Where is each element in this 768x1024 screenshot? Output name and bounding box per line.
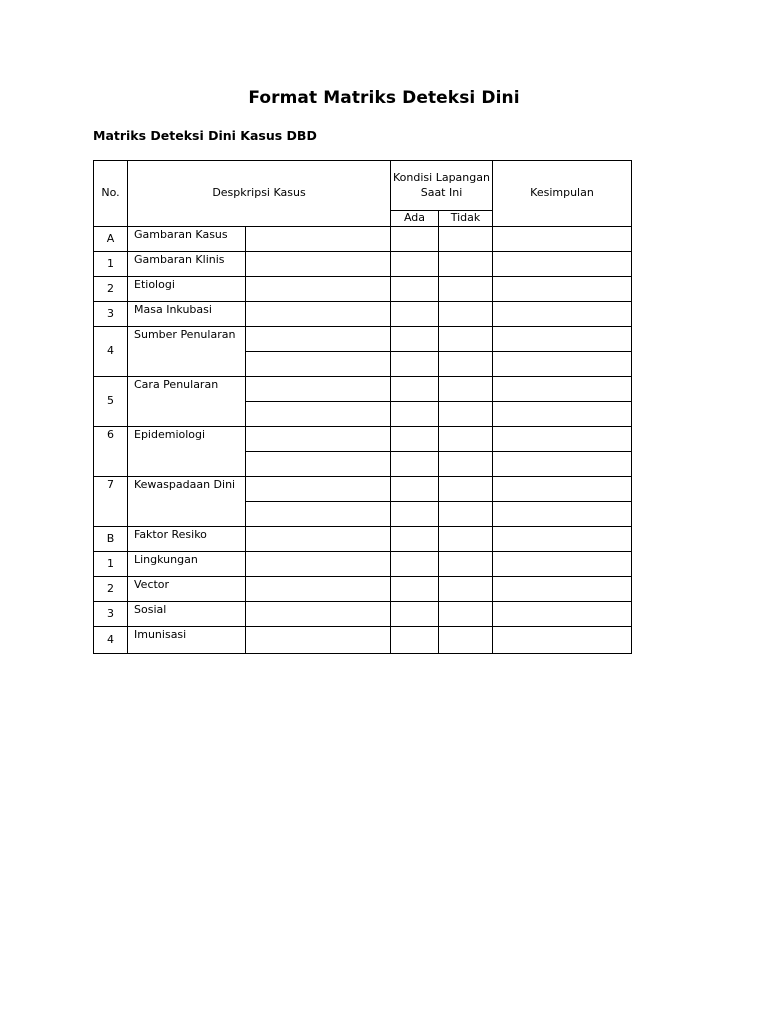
detail-cell[interactable] xyxy=(246,352,391,377)
ada-cell[interactable] xyxy=(391,627,439,654)
ada-cell[interactable] xyxy=(391,352,439,377)
detail-cell[interactable] xyxy=(246,427,391,452)
kesimpulan-cell[interactable] xyxy=(493,327,632,352)
tidak-cell[interactable] xyxy=(439,452,493,477)
page-title: Format Matriks Deteksi Dini xyxy=(248,88,520,108)
detail-cell[interactable] xyxy=(246,627,391,654)
row-label: Gambaran Klinis xyxy=(128,252,246,277)
tidak-cell[interactable] xyxy=(439,527,493,552)
kesimpulan-cell[interactable] xyxy=(493,552,632,577)
detail-cell[interactable] xyxy=(246,252,391,277)
detail-cell[interactable] xyxy=(246,402,391,427)
kesimpulan-cell[interactable] xyxy=(493,277,632,302)
ada-cell[interactable] xyxy=(391,327,439,352)
row-label: Sosial xyxy=(128,602,246,627)
row-number: A xyxy=(94,227,128,252)
row-label: Faktor Resiko xyxy=(128,527,246,552)
header-deskripsi-kasus: Despkripsi Kasus xyxy=(128,161,391,227)
kesimpulan-cell[interactable] xyxy=(493,252,632,277)
kesimpulan-cell[interactable] xyxy=(493,377,632,402)
header-tidak: Tidak xyxy=(439,211,493,227)
row-label: Lingkungan xyxy=(128,552,246,577)
ada-cell[interactable] xyxy=(391,577,439,602)
row-number: 6 xyxy=(94,427,128,477)
tidak-cell[interactable] xyxy=(439,252,493,277)
kesimpulan-cell[interactable] xyxy=(493,302,632,327)
kesimpulan-cell[interactable] xyxy=(493,477,632,502)
ada-cell[interactable] xyxy=(391,302,439,327)
detection-matrix-table xyxy=(93,160,632,654)
detail-cell[interactable] xyxy=(246,327,391,352)
ada-cell[interactable] xyxy=(391,552,439,577)
ada-cell[interactable] xyxy=(391,452,439,477)
kesimpulan-cell[interactable] xyxy=(493,227,632,252)
table-row xyxy=(94,252,632,277)
table-row xyxy=(94,602,632,627)
header-ada: Ada xyxy=(391,211,439,227)
ada-cell[interactable] xyxy=(391,252,439,277)
header-no: No. xyxy=(94,161,128,227)
ada-cell[interactable] xyxy=(391,377,439,402)
ada-cell[interactable] xyxy=(391,277,439,302)
row-number: 1 xyxy=(94,552,128,577)
ada-cell[interactable] xyxy=(391,427,439,452)
ada-cell[interactable] xyxy=(391,602,439,627)
kesimpulan-cell[interactable] xyxy=(493,577,632,602)
tidak-cell[interactable] xyxy=(439,327,493,352)
row-label: Epidemiologi xyxy=(128,427,246,477)
row-label: Sumber Penularan xyxy=(128,327,246,377)
detail-cell[interactable] xyxy=(246,277,391,302)
ada-cell[interactable] xyxy=(391,527,439,552)
row-number: 3 xyxy=(94,302,128,327)
tidak-cell[interactable] xyxy=(439,627,493,654)
row-number: 4 xyxy=(94,327,128,377)
detail-cell[interactable] xyxy=(246,377,391,402)
table-row xyxy=(94,577,632,602)
row-number: 7 xyxy=(94,477,128,527)
row-label: Etiologi xyxy=(128,277,246,302)
table-row xyxy=(94,377,632,402)
detail-cell[interactable] xyxy=(246,302,391,327)
table-row xyxy=(94,627,632,654)
row-number: 3 xyxy=(94,602,128,627)
tidak-cell[interactable] xyxy=(439,602,493,627)
tidak-cell[interactable] xyxy=(439,502,493,527)
tidak-cell[interactable] xyxy=(439,477,493,502)
row-number: 2 xyxy=(94,277,128,302)
table-row xyxy=(94,552,632,577)
kesimpulan-cell[interactable] xyxy=(493,527,632,552)
table-row xyxy=(94,527,632,552)
table-row xyxy=(94,227,632,252)
kesimpulan-cell[interactable] xyxy=(493,602,632,627)
tidak-cell[interactable] xyxy=(439,552,493,577)
row-number: 1 xyxy=(94,252,128,277)
table-row xyxy=(94,302,632,327)
tidak-cell[interactable] xyxy=(439,277,493,302)
detail-cell[interactable] xyxy=(246,527,391,552)
table-subtitle: Matriks Deteksi Dini Kasus DBD xyxy=(93,128,317,143)
detail-cell[interactable] xyxy=(246,477,391,502)
detail-cell[interactable] xyxy=(246,602,391,627)
kesimpulan-cell[interactable] xyxy=(493,502,632,527)
kesimpulan-cell[interactable] xyxy=(493,427,632,452)
tidak-cell[interactable] xyxy=(439,302,493,327)
kesimpulan-cell[interactable] xyxy=(493,352,632,377)
row-label: Vector xyxy=(128,577,246,602)
kesimpulan-cell[interactable] xyxy=(493,627,632,654)
tidak-cell[interactable] xyxy=(439,352,493,377)
ada-cell[interactable] xyxy=(391,502,439,527)
header-kondisi-lapangan: Kondisi Lapangan Saat Ini xyxy=(391,161,493,211)
row-number: B xyxy=(94,527,128,552)
ada-cell[interactable] xyxy=(391,402,439,427)
row-number: 2 xyxy=(94,577,128,602)
table-row xyxy=(94,427,632,452)
detail-cell[interactable] xyxy=(246,452,391,477)
tidak-cell[interactable] xyxy=(439,227,493,252)
ada-cell[interactable] xyxy=(391,227,439,252)
detail-cell[interactable] xyxy=(246,227,391,252)
table-row xyxy=(94,477,632,502)
ada-cell[interactable] xyxy=(391,477,439,502)
table-row xyxy=(94,327,632,352)
row-label: Imunisasi xyxy=(128,627,246,654)
row-label: Kewaspadaan Dini xyxy=(128,477,246,527)
header-kesimpulan: Kesimpulan xyxy=(493,161,632,227)
row-number: 4 xyxy=(94,627,128,654)
tidak-cell[interactable] xyxy=(439,402,493,427)
tidak-cell[interactable] xyxy=(439,427,493,452)
row-label: Gambaran Kasus xyxy=(128,227,246,252)
row-number: 5 xyxy=(94,377,128,427)
row-label: Cara Penularan xyxy=(128,377,246,427)
tidak-cell[interactable] xyxy=(439,577,493,602)
detail-cell[interactable] xyxy=(246,552,391,577)
table-row xyxy=(94,277,632,302)
detail-cell[interactable] xyxy=(246,502,391,527)
row-label: Masa Inkubasi xyxy=(128,302,246,327)
detail-cell[interactable] xyxy=(246,577,391,602)
kesimpulan-cell[interactable] xyxy=(493,452,632,477)
tidak-cell[interactable] xyxy=(439,377,493,402)
kesimpulan-cell[interactable] xyxy=(493,402,632,427)
